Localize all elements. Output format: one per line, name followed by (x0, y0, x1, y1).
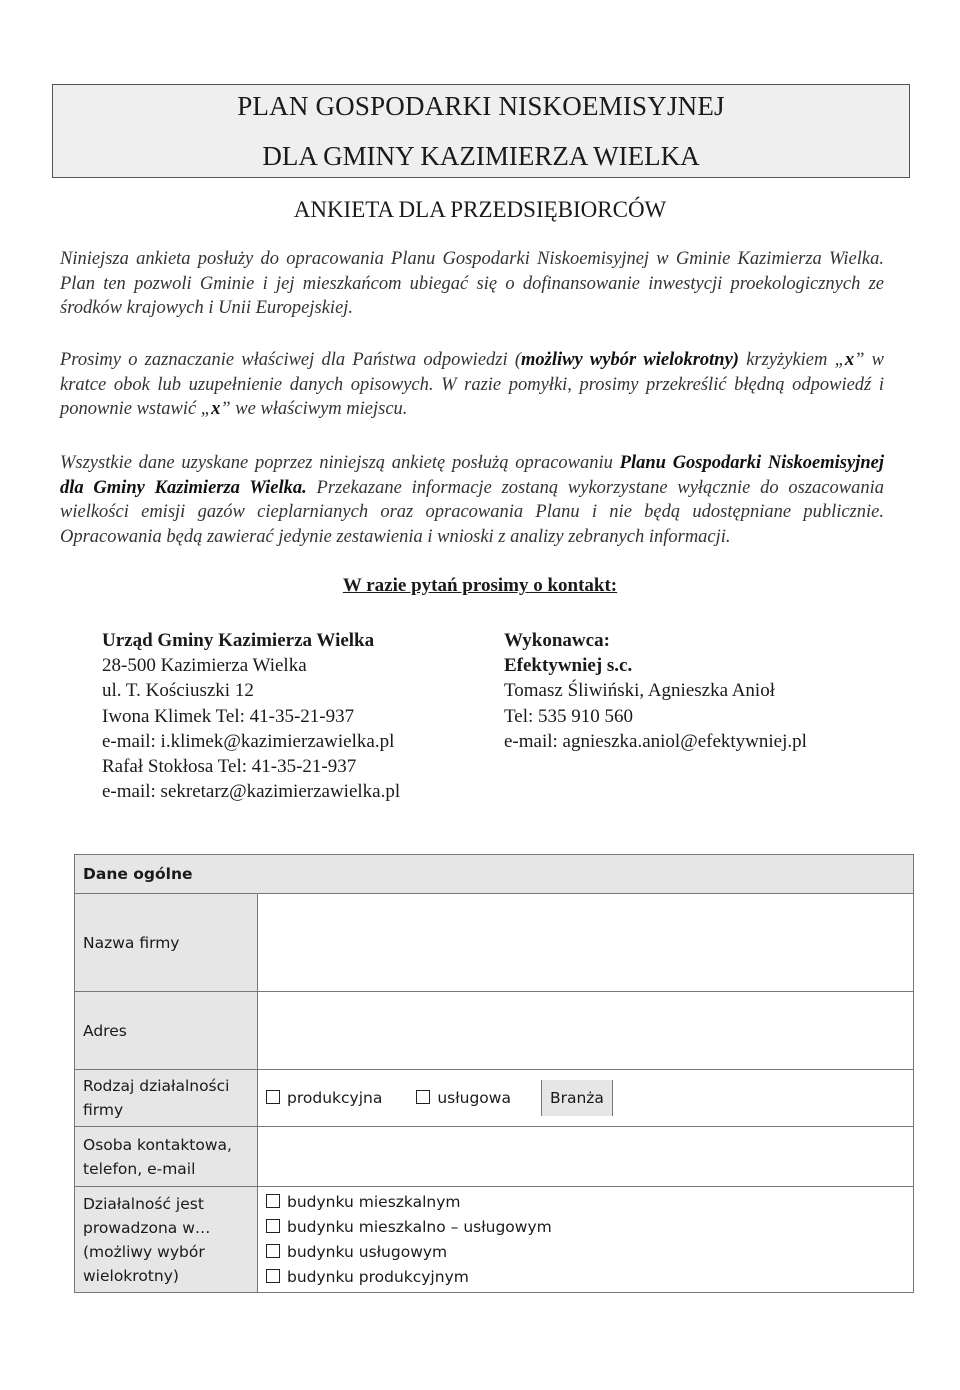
contact-person-field[interactable] (258, 1127, 914, 1187)
survey-subtitle: ANKIETA DLA PRZEDSIĘBIORCÓW (293, 197, 667, 222)
contact-heading: W razie pytań prosimy o kontakt: (342, 575, 618, 596)
office-name: Urząd Gminy Kazimierza Wielka (102, 630, 375, 651)
contractor-label: Wykonawca: (504, 630, 610, 651)
intro-paragraph: Niniejsza ankieta posłuży do opracowania Planu Gospodarki Niskoemisyjnej w Gminie Kazimierza Wielka. Plan ten pozwoli Gminie i jej mieszkańcom ubiegać się o dofinansowanie inwestycji proekologicznych ze środków krajowych i Unii Europejskiej. (60, 249, 884, 318)
checkbox-icon[interactable] (266, 1244, 280, 1258)
privacy-paragraph: Wszystkie dane uzyskane poprzez niniejszą ankietę posłużą opracowaniu Planu Gospodarki Niskoemisyjnej dla Gminy Kazimierza Wielka. Przekazane informacje zostaną wykorzystane wyłącznie do oszacowania wielkości emisji gazów cieplarnianych oraz opracowania Planu i nie będą udostępniane publicznie. Opracowania będą zawierać jedynie zestawienia i wnioski z analizy zebranych informacji. (60, 453, 884, 547)
contact-person-label: Osoba kontaktowa, telefon, e-mail (75, 1127, 258, 1187)
office-person-2: Rafał Stokłosa Tel: 41-35-21-937 (102, 756, 357, 778)
company-name-label: Nazwa firmy (75, 894, 258, 992)
option-production-building[interactable]: budynku produkcyjnym (266, 1265, 905, 1290)
checkbox-icon[interactable] (266, 1194, 280, 1208)
contractor-phone: Tel: 535 910 560 (504, 705, 634, 727)
contact-contractor (504, 628, 807, 754)
branch-label: Branża (541, 1080, 613, 1116)
instructions-paragraph: Prosimy o zaznaczanie właściwej dla Państwa odpowiedzi (możliwy wybór wielokrotny) krzyżykiem „x” w kratce obok lub uzupełnienie danych opisowych. W razie pomyłki, prosimy przekreślić błędną odpowiedź i ponownie wstawić „x” we właściwym miejscu. (60, 350, 884, 419)
activity-type-options (258, 1070, 914, 1127)
option-residential[interactable]: budynku mieszkalnym (266, 1190, 905, 1215)
office-email-2[interactable]: e-mail: sekretarz@kazimierzawielka.pl (102, 781, 401, 803)
option-service[interactable]: usługowa (416, 1089, 511, 1107)
checkbox-icon[interactable] (266, 1090, 280, 1104)
section-title: Dane ogólne (83, 865, 193, 883)
company-name-field[interactable] (258, 894, 914, 992)
business-location-label: Działalność jest prowadzona w… (możliwy wybór wielokrotny) (75, 1187, 258, 1293)
business-location-options (258, 1187, 914, 1293)
general-data-form (74, 854, 914, 1293)
activity-type-label: Rodzaj działalności firmy (75, 1070, 258, 1127)
document-title-line2: DLA GMINY KAZIMIERZA WIELKA (262, 141, 700, 171)
checkbox-icon[interactable] (416, 1090, 430, 1104)
office-email-1[interactable]: e-mail: i.klimek@kazimierzawielka.pl (102, 730, 395, 752)
checkbox-icon[interactable] (266, 1219, 280, 1233)
option-service-building[interactable]: budynku usługowym (266, 1240, 905, 1265)
document-title: PLAN GOSPODARKI NISKOEMISYJNEJ (237, 91, 725, 121)
option-production[interactable]: produkcyjna (266, 1089, 382, 1107)
office-city: 28-500 Kazimierza Wielka (102, 655, 307, 677)
section-header (75, 855, 914, 894)
option-residential-service[interactable]: budynku mieszkalno – usługowym (266, 1215, 905, 1240)
office-person-1: Iwona Klimek Tel: 41-35-21-937 (102, 705, 355, 727)
contractor-persons: Tomasz Śliwiński, Agnieszka Anioł (504, 680, 775, 702)
title-box (52, 84, 910, 178)
contractor-company: Efektywniej s.c. (504, 655, 633, 677)
checkbox-icon[interactable] (266, 1269, 280, 1283)
contact-office (102, 628, 400, 804)
address-label: Adres (75, 992, 258, 1070)
contractor-email[interactable]: e-mail: agnieszka.aniol@efektywniej.pl (504, 730, 807, 752)
address-field[interactable] (258, 992, 914, 1070)
office-street: ul. T. Kościuszki 12 (102, 680, 254, 702)
